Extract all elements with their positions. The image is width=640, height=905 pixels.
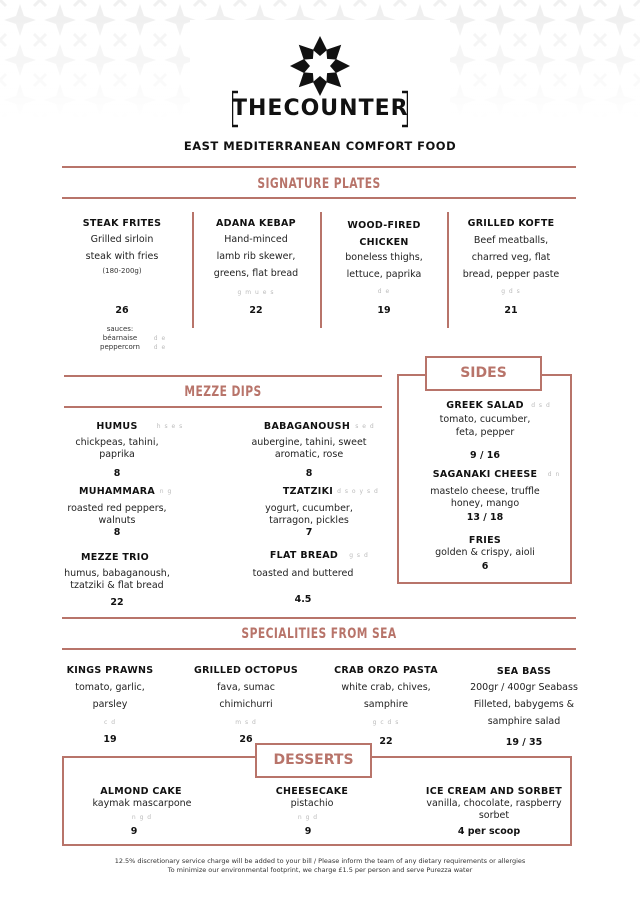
dish-name: GREEK SALAD: [446, 400, 524, 411]
dish-desc: greens, flat bread: [213, 268, 299, 279]
allergen-code: n g: [159, 488, 173, 495]
section-title-sides: SIDES: [425, 356, 542, 391]
dish-desc: 200gr / 400gr Seabass: [470, 682, 578, 693]
dish-desc: white crab, chives,: [341, 682, 431, 693]
dish-desc: charred veg, flat: [471, 252, 551, 263]
allergen-code: d e: [153, 335, 167, 342]
dish-name: GRILLED KOFTE: [467, 218, 555, 229]
dish-name: FRIES: [468, 535, 502, 546]
allergen-code: d s d: [531, 402, 551, 409]
allergen-code: g m u e s: [237, 289, 275, 296]
dish-desc: Grilled sirloin: [90, 234, 154, 245]
tagline: EAST MEDITERRANEAN COMFORT FOOD: [183, 139, 457, 153]
dish-name: KINGS PRAWNS: [66, 665, 154, 676]
dish-name: HUMUS: [96, 421, 138, 432]
dish-name: SAGANAKI CHEESE: [432, 469, 538, 480]
dish-desc: Beef meatballs,: [473, 235, 549, 246]
dish-price: 8: [113, 468, 121, 479]
divider: [64, 406, 382, 408]
dish-name: STEAK FRITES: [82, 218, 162, 229]
dish-price: 8: [305, 468, 313, 479]
dish-desc: tarragon, pickles: [269, 515, 349, 526]
section-title-mezze: MEZZE DIPS: [184, 384, 262, 400]
allergen-code: h s e s: [156, 423, 184, 430]
dish-desc: yogurt, cucumber,: [265, 503, 353, 514]
dish-desc: tomato, cucumber,: [439, 414, 531, 425]
allergen-code: g c d s: [372, 719, 400, 726]
dish-price: 7: [305, 527, 313, 538]
sauce-item: béarnaise: [102, 334, 138, 342]
dish-desc: roasted red peppers,: [67, 503, 167, 514]
dish-desc: sorbet: [478, 810, 510, 821]
dish-price: 19: [377, 305, 391, 316]
dish-desc: toasted and buttered: [252, 568, 354, 579]
section-title-desserts: DESSERTS: [255, 743, 372, 778]
divider: [62, 617, 576, 619]
brand-name: THECOUNTER: [232, 96, 409, 121]
footer-service-note: 12.5% discretionary service charge will be added to your bill / Please inform the team of any dietary requirements or allergies: [114, 857, 526, 865]
section-title-signature: SIGNATURE PLATES: [257, 176, 381, 192]
dish-desc: humus, babaganoush,: [64, 568, 170, 579]
dish-desc: honey, mango: [450, 498, 520, 509]
dish-price: 19 / 35: [505, 737, 543, 748]
dish-price: 4 per scoop: [457, 826, 521, 837]
column-divider: [320, 212, 322, 328]
dish-desc: samphire: [363, 699, 409, 710]
allergen-code: d s o y s d: [337, 488, 379, 495]
allergen-code: d e: [377, 288, 391, 295]
dish-desc: aromatic, rose: [274, 449, 344, 460]
allergen-code: g d s: [501, 288, 521, 295]
dish-desc: pistachio: [290, 798, 334, 809]
dish-desc: tomato, garlic,: [75, 682, 145, 693]
divider: [62, 166, 576, 168]
dish-name: ALMOND CAKE: [100, 786, 182, 797]
dish-name: CHICKEN: [359, 237, 409, 248]
dish-name: WOOD-FIRED: [347, 220, 421, 231]
sauces-label: sauces:: [106, 325, 134, 333]
dish-name: ICE CREAM AND SORBET: [425, 786, 563, 797]
dish-price: 9: [130, 826, 138, 837]
dish-price: 26: [239, 734, 253, 745]
dish-desc: mastelo cheese, truffle: [430, 486, 540, 497]
dish-price: 9: [304, 826, 312, 837]
divider: [64, 375, 382, 377]
dish-desc: Hand-minced: [224, 234, 288, 245]
allergen-code: c d: [103, 719, 116, 726]
allergen-code: m s d: [235, 719, 257, 726]
dish-desc: golden & crispy, aioli: [435, 547, 535, 558]
dish-name: CHEESECAKE: [275, 786, 349, 797]
dish-price: 22: [379, 736, 393, 747]
allergen-code: s e d: [355, 423, 375, 430]
allergen-code: n g d: [297, 814, 319, 821]
dish-desc: parsley: [92, 699, 128, 710]
dish-desc: vanilla, chocolate, raspberry: [426, 798, 562, 809]
dish-price: 21: [504, 305, 518, 316]
dish-price: 8: [113, 527, 121, 538]
dish-desc: boneless thighs,: [345, 252, 423, 263]
dish-desc: lettuce, paprika: [346, 269, 422, 280]
dish-desc: feta, pepper: [455, 427, 515, 438]
allergen-code: d e: [153, 344, 167, 351]
column-divider: [192, 212, 194, 328]
dish-desc: samphire salad: [487, 716, 561, 727]
dish-desc: chimichurri: [219, 699, 273, 710]
dish-desc: paprika: [99, 449, 135, 460]
column-divider: [447, 212, 449, 328]
dish-price: 4.5: [294, 594, 312, 605]
allergen-code: n g d: [131, 814, 153, 821]
footer-water-note: To minimize our environmental footprint, we charge £1.5 per person and serve Purezza water: [167, 866, 473, 874]
dish-desc: walnuts: [98, 515, 136, 526]
dish-name: MUHAMMARA: [78, 486, 156, 497]
dish-price: 9 / 16: [470, 450, 500, 461]
dish-desc: bread, pepper paste: [462, 269, 560, 280]
dish-price: 13 / 18: [466, 512, 504, 523]
section-title-sea: SPECIALITIES FROM SEA: [241, 626, 397, 642]
dish-desc: kaymak mascarpone: [92, 798, 192, 809]
dish-desc: chickpeas, tahini,: [75, 437, 159, 448]
dish-desc: steak with fries: [85, 251, 159, 262]
dish-name: TZATZIKI: [282, 486, 334, 497]
allergen-code: d n: [547, 471, 561, 478]
dish-name: CRAB ORZO PASTA: [334, 665, 438, 676]
dish-desc: aubergine, tahini, sweet: [251, 437, 367, 448]
dish-desc: tzatziki & flat bread: [70, 580, 164, 591]
dish-price: 26: [115, 305, 129, 316]
divider: [62, 197, 576, 199]
dish-price: 19: [103, 734, 117, 745]
dish-price: 22: [249, 305, 263, 316]
dish-desc: lamb rib skewer,: [216, 251, 296, 262]
allergen-code: g s d: [349, 552, 369, 559]
dish-name: GRILLED OCTOPUS: [193, 665, 299, 676]
dish-name: BABAGANOUSH: [263, 421, 351, 432]
dish-name: SEA BASS: [496, 666, 552, 677]
dish-desc: fava, sumac: [217, 682, 275, 693]
dish-name: ADANA KEBAP: [216, 218, 296, 229]
dish-price: 6: [481, 561, 489, 572]
dish-name: MEZZE TRIO: [81, 552, 149, 563]
sauce-item: peppercorn: [100, 343, 140, 351]
dish-desc: Filleted, babygems &: [473, 699, 575, 710]
dish-name: FLAT BREAD: [269, 550, 339, 561]
dish-price: 22: [110, 597, 124, 608]
divider: [62, 648, 576, 650]
dish-note: (180-200g): [102, 267, 142, 275]
